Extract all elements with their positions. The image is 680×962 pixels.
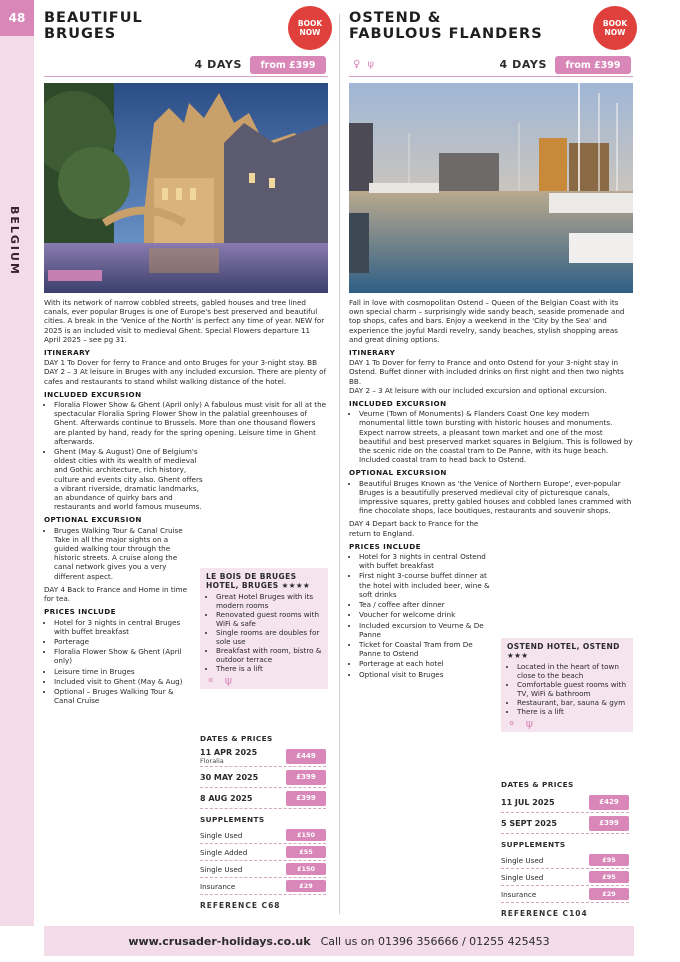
prices-item: • Hotel for 3 nights in central Bruges with buffet breakfast bbox=[54, 618, 194, 636]
supplement-row bbox=[501, 852, 629, 869]
section-label: BELGIUM bbox=[8, 206, 21, 276]
itinerary-day: DAY 1 To Dover for ferry to France and onto Bruges for your 3-night stay. BB bbox=[44, 358, 318, 368]
dates-heading: DATES & PRICES bbox=[501, 780, 574, 789]
supplement-label: Single Used bbox=[501, 872, 544, 882]
hotel-feature: • Single rooms are doubles for sole use bbox=[216, 628, 322, 646]
tour-title bbox=[349, 10, 633, 42]
title-line-2: FABULOUS FLANDERS bbox=[349, 26, 543, 42]
dates-heading: DATES & PRICES bbox=[200, 734, 273, 743]
hotel-box bbox=[501, 638, 633, 732]
supplement-label: Single Added bbox=[200, 847, 248, 857]
date-price: £399 bbox=[286, 791, 326, 806]
dates-prices bbox=[200, 734, 326, 910]
tour-reference: REFERENCE C104 bbox=[501, 909, 588, 918]
supplement-price: £29 bbox=[589, 888, 629, 900]
supplement-label: Single Used bbox=[200, 830, 243, 840]
itinerary-day: DAY 1 To Dover for ferry to France and onto Ostend for your 3-night stay in Ostend. Buffet dinner with included drinks on first night and then two nights BB. bbox=[349, 358, 624, 386]
prices-item: • Tea / coffee after dinner bbox=[359, 600, 493, 609]
website-link[interactable]: www.crusader-holidays.co.uk bbox=[128, 934, 311, 948]
hotel-facility-icons: ⚬ ψ bbox=[206, 674, 235, 687]
date-value: 11 JUL 2025 bbox=[501, 797, 555, 807]
supplement-price: £95 bbox=[589, 854, 629, 866]
included-item: • Ghent (May & August) One of Belgium's oldest cities with its wealth of medieval and Gothic architecture, rich history, culture and events city also. Ghent offers a vibrant riverside, dramatic landmarks, an abundance of quirky bars and restaurants and world famous museums. bbox=[54, 447, 204, 511]
book-now-badge[interactable]: BOOK NOW bbox=[593, 6, 637, 50]
supplement-label: Insurance bbox=[200, 881, 236, 891]
day4-text: DAY 4 Depart back to France for the return to England. bbox=[349, 519, 479, 538]
photo-caption-tag bbox=[48, 270, 102, 281]
supplement-price: £150 bbox=[286, 863, 326, 875]
date-value: 8 AUG 2025 bbox=[200, 793, 253, 803]
tour-ostend bbox=[349, 10, 633, 918]
date-row bbox=[200, 767, 326, 788]
supplement-label: Single Used bbox=[200, 864, 243, 874]
days-label: 4 DAYS bbox=[194, 58, 242, 71]
date-row bbox=[501, 792, 629, 813]
tour-bruges bbox=[44, 10, 328, 910]
included-item: • Floralia Flower Show & Ghent (April only) A fabulous must visit for all at the spectacular Floralia Spring Flower Show in the palatial greenhouses of Ghent. Afterwards continue to Brussels. More than one thousand flowers are planted by hand, ready for the spring opening. Leisure time in Ghent afterwards. bbox=[54, 400, 328, 446]
supplement-label: Single Used bbox=[501, 855, 544, 865]
ostend-photo bbox=[349, 83, 633, 293]
hotel-feature: • Restaurant, bar, sauna & gym bbox=[517, 698, 627, 707]
tour-title bbox=[44, 10, 328, 42]
optional-heading: OPTIONAL EXCURSION bbox=[349, 468, 447, 478]
date-value: 5 SEPT 2025 bbox=[501, 818, 557, 828]
supplement-row bbox=[200, 861, 326, 878]
itinerary-heading: ITINERARY bbox=[44, 348, 91, 358]
diet-icons: ♀ ψ bbox=[353, 59, 377, 70]
title-line-2: BRUGES bbox=[44, 26, 117, 42]
title-line-1: BEAUTIFUL bbox=[44, 10, 143, 26]
supplement-row bbox=[200, 878, 326, 895]
supplement-row bbox=[200, 827, 326, 844]
supplement-price: £29 bbox=[286, 880, 326, 892]
date-sub: Floralia bbox=[200, 756, 224, 765]
title-line-1: OSTEND & bbox=[349, 10, 442, 26]
optional-heading: OPTIONAL EXCURSION bbox=[44, 515, 142, 525]
page-number: 48 bbox=[0, 0, 34, 36]
intro-text: Fall in love with cosmopolitan Ostend – Queen of the Belgian Coast with its own special charm – surprisingly wide sandy beach, seaside promenade and top shops, cafes and bars. Enjoy a weekend in the 'City by the Sea' and experience the joyful Mardi revelry, sandy beaches, stylish shopping areas and great dining options. bbox=[349, 298, 625, 344]
supplement-price: £95 bbox=[589, 871, 629, 883]
supplement-row bbox=[501, 869, 629, 886]
supplement-row bbox=[501, 886, 629, 903]
prices-heading: PRICES INCLUDE bbox=[349, 541, 421, 551]
included-item: • Veurne (Town of Monuments) & Flanders Coast One key modern monumental little town bursting with historic houses and monuments. Expect narrow streets, a pleasant town market and one of the most beautiful and best preserved market squares in Belgium. This is followed by the scenic ride on the coastal tram to De Panne, with its huge beach. Included coastal tram to head back to Ostend. bbox=[359, 409, 633, 464]
date-value: 11 APR 2025 bbox=[200, 747, 258, 757]
prices-item: • First night 3-course buffet dinner at the hotel with included beer, wine & soft drinks bbox=[359, 571, 493, 599]
date-row bbox=[200, 746, 326, 767]
prices-item: • Included excursion to Veurne & De Panne bbox=[359, 621, 493, 639]
price-pill: from £399 bbox=[555, 56, 631, 74]
hotel-feature: • Breakfast with room, bistro & outdoor terrace bbox=[216, 646, 322, 664]
date-row bbox=[200, 788, 326, 809]
intro-text: With its network of narrow cobbled streets, gabled houses and tree lined canals, ever popular Bruges is one of Europe's best preserved and beautiful cities. A break in the 'Venice of the North' is perfect any time of year. NEW for 2025 is an included visit to medieval Ghent. Special Flowers departure 11 April 2025 – see pg 31. bbox=[44, 298, 325, 344]
bruges-photo bbox=[44, 83, 328, 293]
date-price: £399 bbox=[589, 816, 629, 831]
side-strip bbox=[0, 36, 34, 926]
date-price: £449 bbox=[286, 749, 326, 764]
hotel-name: OSTEND HOTEL, OSTEND ★★★ bbox=[507, 642, 620, 660]
prices-item: • Included visit to Ghent (May & Aug) bbox=[54, 677, 194, 686]
column-divider bbox=[339, 14, 340, 914]
itinerary-heading: ITINERARY bbox=[349, 348, 396, 358]
hotel-facility-icons: ⚬ ψ bbox=[507, 717, 536, 730]
book-now-badge[interactable]: BOOK NOW bbox=[288, 6, 332, 50]
prices-heading: PRICES INCLUDE bbox=[44, 607, 116, 617]
included-heading: INCLUDED EXCURSION bbox=[44, 389, 142, 399]
tour-reference: REFERENCE C68 bbox=[200, 901, 281, 910]
prices-item: • Optional – Bruges Walking Tour & Canal Cruise bbox=[54, 687, 194, 705]
day4-text: DAY 4 Back to France and Home in time for tea. bbox=[44, 584, 188, 604]
hotel-box bbox=[200, 568, 328, 689]
days-label: 4 DAYS bbox=[499, 58, 547, 71]
tour-body bbox=[349, 298, 633, 680]
prices-item: • Hotel for 3 nights in central Ostend with buffet breakfast bbox=[359, 552, 493, 570]
hotel-feature: • There is a lift bbox=[517, 707, 627, 716]
hotel-feature: • Located in the heart of town close to the beach bbox=[517, 662, 627, 680]
phone-numbers: Call us on 01396 356666 / 01255 425453 bbox=[320, 934, 550, 948]
prices-item: • Porterage at each hotel bbox=[359, 659, 493, 668]
itinerary-day: DAY 2 – 3 At leisure with our included excursion and optional excursion. bbox=[349, 385, 607, 395]
date-price: £399 bbox=[286, 770, 326, 785]
supplement-price: £150 bbox=[286, 829, 326, 841]
date-row bbox=[501, 813, 629, 834]
supplements-heading: SUPPLEMENTS bbox=[501, 840, 566, 849]
dates-prices bbox=[501, 780, 629, 918]
date-price: £429 bbox=[589, 795, 629, 810]
prices-item: • Optional visit to Bruges bbox=[359, 670, 493, 679]
footer-bar bbox=[44, 926, 634, 956]
supplements-heading: SUPPLEMENTS bbox=[200, 815, 265, 824]
days-price-row bbox=[44, 56, 328, 77]
hotel-name: LE BOIS DE BRUGES HOTEL, BRUGES ★★★★ bbox=[206, 572, 311, 590]
hotel-feature: • There is a lift bbox=[216, 664, 322, 673]
included-heading: INCLUDED EXCURSION bbox=[349, 399, 447, 409]
prices-item: • Ticket for Coastal Tram from De Panne to Ostend bbox=[359, 640, 493, 658]
hotel-feature: • Comfortable guest rooms with TV, WiFi & bathroom bbox=[517, 680, 627, 698]
date-value: 30 MAY 2025 bbox=[200, 772, 259, 782]
supplement-label: Insurance bbox=[501, 889, 537, 899]
hotel-feature: • Great Hotel Bruges with its modern rooms bbox=[216, 592, 322, 610]
prices-item: • Porterage bbox=[54, 637, 194, 646]
prices-item: • Leisure time in Bruges bbox=[54, 667, 194, 676]
optional-item: • Bruges Walking Tour & Canal Cruise Take in all the major sights on a guided walking tour through the historic streets. A cruise along the canal network gives you a very different aspect. bbox=[54, 526, 194, 581]
days-price-row bbox=[349, 56, 633, 77]
optional-item: • Beautiful Bruges Known as 'the Venice of Northern Europe', ever-popular Bruges is a beautifully preserved medieval city of picturesque canals, impressive squares, pretty gabled houses and cobbled lanes crammed with fine chocolate shops, lace boutiques, restaurants and souvenir shops. bbox=[359, 479, 633, 516]
hotel-feature: • Renovated guest rooms with WiFi & safe bbox=[216, 610, 322, 628]
supplement-row bbox=[200, 844, 326, 861]
prices-item: • Floralia Flower Show & Ghent (April only) bbox=[54, 647, 194, 665]
itinerary-day: DAY 2 – 3 At leisure in Bruges with any included excursion. There are plenty of cafes and restaurants to stand whilst walking distance of the hotel. bbox=[44, 367, 327, 386]
price-pill: from £399 bbox=[250, 56, 326, 74]
supplement-price: £55 bbox=[286, 846, 326, 858]
prices-item: • Voucher for welcome drink bbox=[359, 610, 493, 619]
